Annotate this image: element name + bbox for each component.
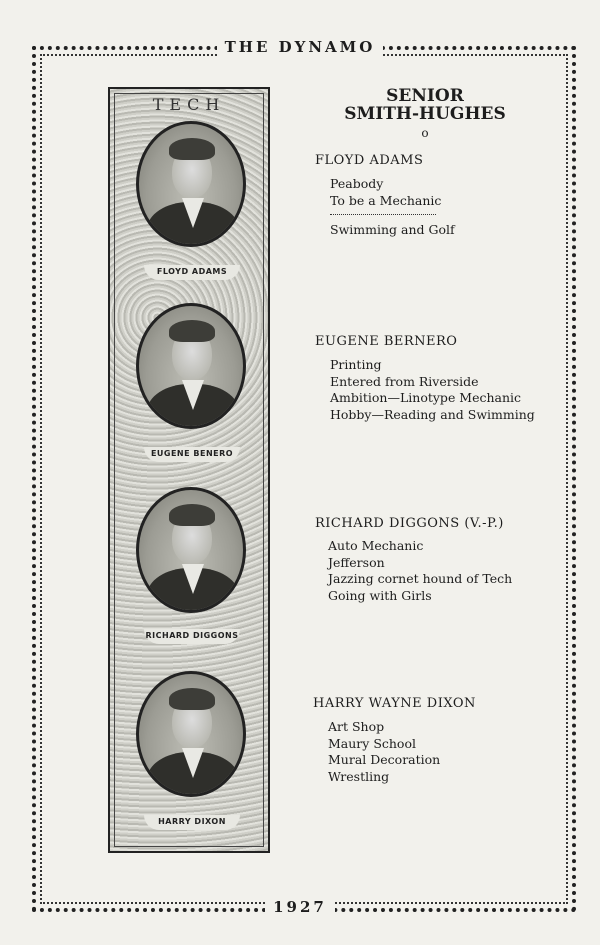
portrait-richard-diggons — [136, 487, 246, 613]
name-plate-floyd-adams: FLOYD ADAMS — [144, 265, 240, 280]
name-plate-eugene-bernero: EUGENE BENERO — [144, 447, 240, 462]
entry-line: Printing — [330, 357, 382, 372]
entry-line: Going with Girls — [328, 587, 432, 603]
entry-line: Hobby—Reading and Swimming — [330, 406, 535, 422]
entry-name-floyd-adams: FLOYD ADAMS — [315, 153, 424, 168]
portrait-harry-dixon — [136, 671, 246, 797]
portrait-hair — [169, 138, 215, 160]
entry-line: Maury School — [328, 735, 416, 751]
entry-details-eugene-bernero — [330, 357, 535, 423]
entry-details-richard-diggons — [328, 538, 512, 604]
portrait-eugene-bernero — [136, 303, 246, 429]
page-footer — [0, 898, 600, 916]
entry-line: Ambition—Linotype Mechanic — [330, 390, 522, 405]
page-header — [0, 38, 600, 56]
entry-details-floyd-adams — [330, 176, 455, 239]
portrait-floyd-adams — [136, 121, 246, 247]
entry-line: Peabody — [330, 176, 384, 191]
entry-details-harry-dixon — [328, 719, 440, 785]
entry-line: Auto Mechanic — [328, 538, 424, 553]
entry-line: Entered from Riverside — [330, 373, 479, 389]
name-plate-richard-diggons: RICHARD DIGGONS — [144, 629, 240, 644]
entry-line: To be a Mechanic — [330, 192, 442, 208]
entry-name-harry-dixon: HARRY WAYNE DIXON — [313, 696, 476, 711]
entry-line: Mural Decoration — [328, 752, 441, 767]
entry-line: Jefferson — [328, 554, 385, 570]
section-ornament: o — [421, 126, 429, 140]
footer-year: 1927 — [265, 898, 335, 916]
entry-name-richard-diggons: RICHARD DIGGONS (V.-P.) — [315, 516, 504, 531]
portrait-column — [108, 87, 270, 853]
section-title-smith-hughes: SMITH-HUGHES — [344, 104, 506, 124]
entry-line: Swimming and Golf — [330, 222, 455, 237]
section-title-senior: SENIOR — [386, 86, 464, 106]
dotted-rule — [330, 214, 436, 215]
entry-line: Wrestling — [328, 768, 390, 784]
entry-name-eugene-bernero: EUGENE BERNERO — [315, 334, 458, 349]
entry-line: Jazzing cornet hound of Tech — [328, 571, 513, 586]
entry-line: Art Shop — [328, 719, 385, 734]
name-plate-harry-dixon: HARRY DIXON — [144, 815, 240, 830]
tech-label: TECH — [152, 95, 226, 114]
portrait-hair — [169, 688, 215, 710]
portrait-hair — [169, 320, 215, 342]
portrait-hair — [169, 504, 215, 526]
header-title: THE DYNAMO — [217, 38, 384, 56]
